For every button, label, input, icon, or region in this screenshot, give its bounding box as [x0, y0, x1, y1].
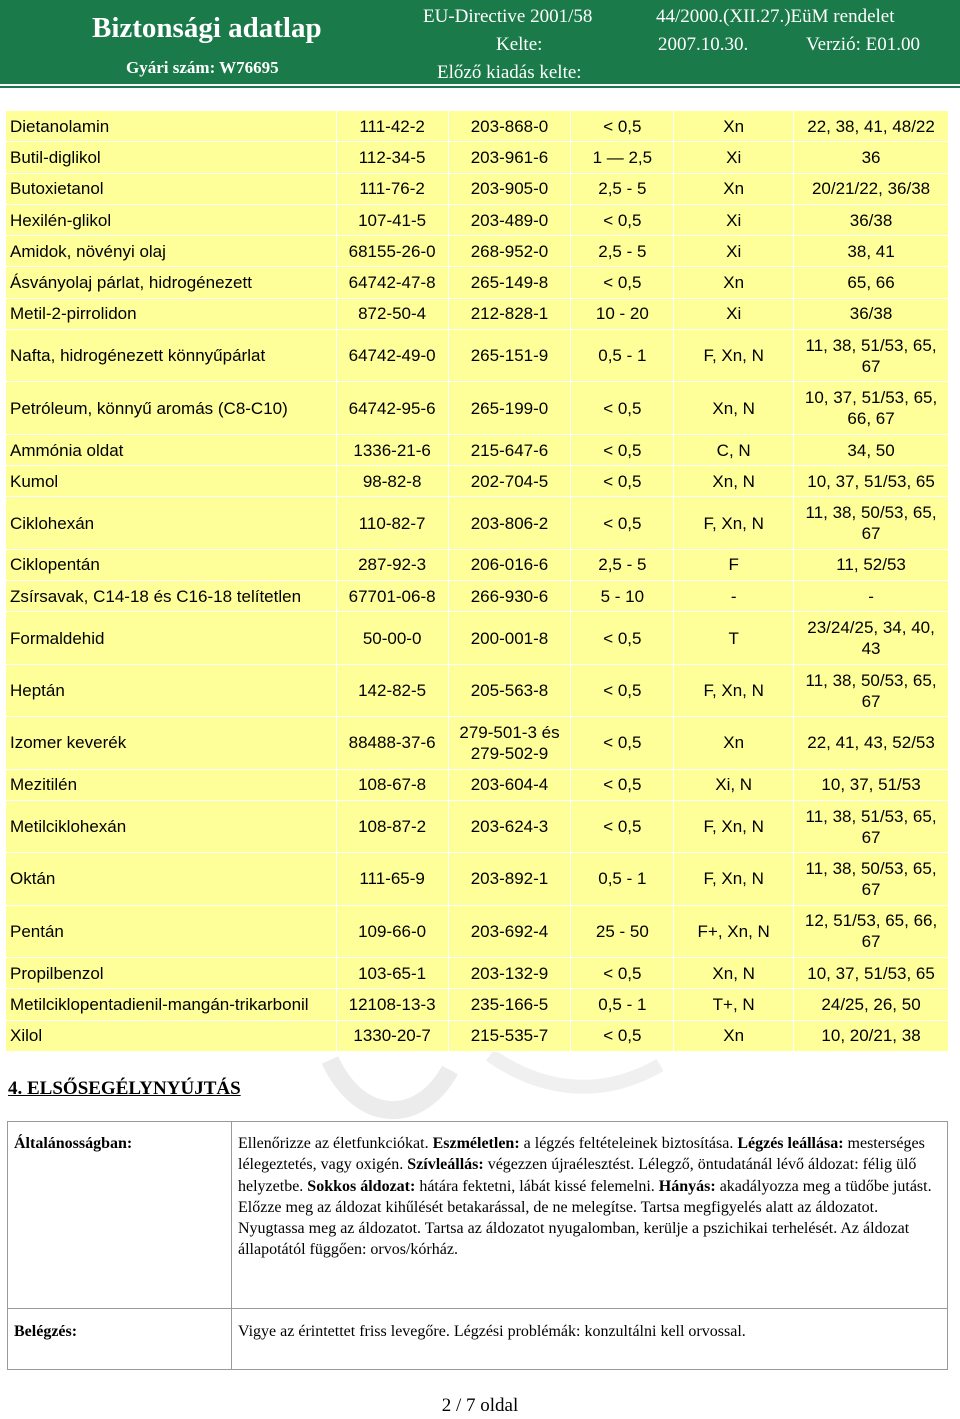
ec-number: 203-961-6 [448, 142, 571, 173]
concentration: < 0,5 [571, 382, 674, 434]
section-title-first-aid: 4. ELSŐSEGÉLYNYÚJTÁS [8, 1078, 241, 1099]
concentration: < 0,5 [571, 958, 674, 989]
date-value: 2007.10.30. [658, 34, 749, 55]
component-name: Ammónia oldat [6, 434, 337, 465]
cas-number: 64742-47-8 [336, 267, 448, 298]
r-phrases: 11, 38, 50/53, 65, 67 [794, 664, 949, 716]
r-phrases: 38, 41 [794, 236, 949, 267]
component-name: Amidok, növényi olaj [6, 236, 337, 267]
inhalation-instructions: Vigye az érintettet friss levegőre. Légzési problémák: konzultálni kell orvossal. [232, 1309, 948, 1370]
ec-number: 268-952-0 [448, 236, 571, 267]
table-row [6, 204, 949, 235]
ec-number: 203-806-2 [448, 497, 571, 549]
table-row [6, 800, 949, 852]
table-row [6, 142, 949, 173]
instruction-text: a légzés feltételeinek biztosítása. [519, 1135, 738, 1152]
ec-number: 215-647-6 [448, 434, 571, 465]
component-name: Formaldehid [6, 612, 337, 664]
cas-number: 111-42-2 [336, 111, 448, 142]
ec-number: 203-489-0 [448, 204, 571, 235]
table-row [6, 664, 949, 716]
table-row [6, 434, 949, 465]
component-name: Mezitilén [6, 769, 337, 800]
instruction-keyword: Hányás: [658, 1177, 716, 1195]
instruction-text: Ellenőrizze az életfunkciókat. [238, 1135, 433, 1152]
r-phrases: 10, 37, 51/53 [794, 769, 949, 800]
cas-number: 112-34-5 [336, 142, 448, 173]
table-row [6, 111, 949, 142]
ec-number: 203-624-3 [448, 800, 571, 852]
r-phrases: 10, 37, 51/53, 65 [794, 466, 949, 497]
cas-number: 64742-95-6 [336, 382, 448, 434]
component-name: Petróleum, könnyű aromás (C8-C10) [6, 382, 337, 434]
table-row [6, 989, 949, 1020]
instruction-text: mesterséges lélegeztetés, vagy oxigén. [238, 1135, 925, 1174]
ec-number: 266-930-6 [448, 581, 571, 612]
concentration: < 0,5 [571, 664, 674, 716]
component-name: Ciklopentán [6, 549, 337, 580]
concentration: < 0,5 [571, 111, 674, 142]
r-phrases: 11, 38, 50/53, 65, 67 [794, 853, 949, 905]
component-name: Hexilén-glikol [6, 204, 337, 235]
component-name: Propilbenzol [6, 958, 337, 989]
concentration: < 0,5 [571, 717, 674, 769]
cas-number: 88488-37-6 [336, 717, 448, 769]
table-row [6, 236, 949, 267]
component-name: Butil-diglikol [6, 142, 337, 173]
instruction-keyword: Légzés leállása: [737, 1135, 844, 1152]
instruction-text: végezzen újraélesztést. Lélegző, öntudatánál lévő áldozat: félig ülő helyzetbe. [238, 1156, 917, 1195]
table-row [6, 330, 949, 382]
ec-number: 203-604-4 [448, 769, 571, 800]
ec-number: 203-905-0 [448, 173, 571, 204]
table-row [6, 612, 949, 664]
concentration: < 0,5 [571, 1020, 674, 1051]
first-aid-row-inhalation [8, 1309, 948, 1370]
cas-number: 103-65-1 [336, 958, 448, 989]
table-row [6, 497, 949, 549]
components-table-body [6, 111, 949, 1052]
concentration: 25 - 50 [571, 905, 674, 957]
r-phrases: 22, 38, 41, 48/22 [794, 111, 949, 142]
ec-number: 235-166-5 [448, 989, 571, 1020]
serial-number: Gyári szám: W76695 [126, 58, 279, 77]
ec-number: 202-704-5 [448, 466, 571, 497]
component-name: Dietanolamin [6, 111, 337, 142]
hazard-symbol: F, Xn, N [674, 853, 794, 905]
cas-number: 872-50-4 [336, 298, 448, 329]
table-row [6, 853, 949, 905]
concentration: < 0,5 [571, 466, 674, 497]
concentration: 0,5 - 1 [571, 853, 674, 905]
hazard-symbol: Xn [674, 1020, 794, 1051]
hazard-symbol: Xn, N [674, 382, 794, 434]
hazard-symbol: Xn [674, 717, 794, 769]
component-name: Ciklohexán [6, 497, 337, 549]
concentration: < 0,5 [571, 204, 674, 235]
cas-number: 110-82-7 [336, 497, 448, 549]
concentration: < 0,5 [571, 267, 674, 298]
component-name: Xilol [6, 1020, 337, 1051]
r-phrases: 23/24/25, 34, 40, 43 [794, 612, 949, 664]
r-phrases: 22, 41, 43, 52/53 [794, 717, 949, 769]
hazard-symbol: Xn, N [674, 958, 794, 989]
instruction-keyword: Szívleállás: [407, 1156, 484, 1174]
component-name: Metilciklohexán [6, 800, 337, 852]
component-name: Kumol [6, 466, 337, 497]
table-row [6, 549, 949, 580]
cas-number: 1336-21-6 [336, 434, 448, 465]
concentration: 2,5 - 5 [571, 549, 674, 580]
component-name: Zsírsavak, C14-18 és C16-18 telítetlen [6, 581, 337, 612]
r-phrases: 20/21/22, 36/38 [794, 173, 949, 204]
concentration: < 0,5 [571, 612, 674, 664]
instruction-text: akadályozza meg a tüdőbe jutást. Előzze meg az áldozat kihűlését betakarással, de ne melegítse. Tartsa megfigyelés alatt az áldozatot. Nyugtassa meg az áldozatot. Tartsa az áldozatot nyugalomban, kerülje a pszichikai terhelését. Az áldozat állapotától függően: orvos/kórház. [238, 1177, 932, 1259]
table-row [6, 267, 949, 298]
cas-number: 108-87-2 [336, 800, 448, 852]
version-label: Verzió: E01.00 [806, 34, 920, 55]
concentration: 2,5 - 5 [571, 236, 674, 267]
cas-number: 12108-13-3 [336, 989, 448, 1020]
hazard-symbol: F, Xn, N [674, 664, 794, 716]
concentration: < 0,5 [571, 769, 674, 800]
r-phrases: 36 [794, 142, 949, 173]
ec-number: 215-535-7 [448, 1020, 571, 1051]
hazard-symbol: Xi [674, 236, 794, 267]
r-phrases: 11, 38, 51/53, 65, 67 [794, 800, 949, 852]
r-phrases: 12, 51/53, 65, 66, 67 [794, 905, 949, 957]
table-row [6, 173, 949, 204]
cas-number: 111-76-2 [336, 173, 448, 204]
date-label: Kelte: [496, 34, 543, 55]
ec-number: 212-828-1 [448, 298, 571, 329]
directive-ref: EU-Directive 2001/58 [423, 6, 593, 27]
cas-number: 67701-06-8 [336, 581, 448, 612]
component-name: Butoxietanol [6, 173, 337, 204]
hazard-symbol: Xi [674, 298, 794, 329]
concentration: 5 - 10 [571, 581, 674, 612]
r-phrases: 10, 37, 51/53, 65, 66, 67 [794, 382, 949, 434]
component-name: Pentán [6, 905, 337, 957]
first-aid-table [7, 1121, 948, 1370]
page-number: 2 / 7 oldal [441, 1395, 519, 1416]
component-name: Izomer keverék [6, 717, 337, 769]
hazard-symbol: Xn [674, 267, 794, 298]
r-phrases: - [794, 581, 949, 612]
cas-number: 109-66-0 [336, 905, 448, 957]
cas-number: 50-00-0 [336, 612, 448, 664]
cas-number: 68155-26-0 [336, 236, 448, 267]
component-name: Metilciklopentadienil-mangán-trikarbonil [6, 989, 337, 1020]
table-row [6, 958, 949, 989]
component-name: Oktán [6, 853, 337, 905]
hazard-symbol: F+, Xn, N [674, 905, 794, 957]
hazard-symbol: T+, N [674, 989, 794, 1020]
table-row [6, 905, 949, 957]
component-name: Nafta, hidrogénezett könnyűpárlat [6, 330, 337, 382]
cas-number: 98-82-8 [336, 466, 448, 497]
ec-number: 200-001-8 [448, 612, 571, 664]
instruction-keyword: Sokkos áldozat: [307, 1177, 416, 1195]
table-row [6, 298, 949, 329]
table-row [6, 717, 949, 769]
ec-number: 279-501-3 és 279-502-9 [448, 717, 571, 769]
hazard-symbol: - [674, 581, 794, 612]
table-row [6, 769, 949, 800]
ec-number: 203-892-1 [448, 853, 571, 905]
r-phrases: 11, 38, 50/53, 65, 67 [794, 497, 949, 549]
hazard-symbol: C, N [674, 434, 794, 465]
general-label: Általánosságban: [8, 1122, 232, 1309]
r-phrases: 24/25, 26, 50 [794, 989, 949, 1020]
ec-number: 203-132-9 [448, 958, 571, 989]
first-aid-row-general [8, 1122, 948, 1309]
ec-number: 206-016-6 [448, 549, 571, 580]
r-phrases: 10, 20/21, 38 [794, 1020, 949, 1051]
ec-number: 265-149-8 [448, 267, 571, 298]
r-phrases: 11, 52/53 [794, 549, 949, 580]
cas-number: 64742-49-0 [336, 330, 448, 382]
r-phrases: 36/38 [794, 204, 949, 235]
r-phrases: 10, 37, 51/53, 65 [794, 958, 949, 989]
instruction-text: hátára fektetni, lábát kissé felemelni. [415, 1177, 659, 1195]
table-row [6, 1020, 949, 1051]
hazard-symbol: Xn [674, 111, 794, 142]
components-table [5, 110, 949, 1052]
ec-number: 265-199-0 [448, 382, 571, 434]
hazard-symbol: F, Xn, N [674, 800, 794, 852]
concentration: 2,5 - 5 [571, 173, 674, 204]
concentration: < 0,5 [571, 434, 674, 465]
concentration: 1 — 2,5 [571, 142, 674, 173]
component-name: Heptán [6, 664, 337, 716]
table-row [6, 581, 949, 612]
r-phrases: 34, 50 [794, 434, 949, 465]
concentration: < 0,5 [571, 497, 674, 549]
hazard-symbol: Xi [674, 142, 794, 173]
general-instructions [232, 1122, 948, 1309]
ec-number: 203-692-4 [448, 905, 571, 957]
hazard-symbol: Xn [674, 173, 794, 204]
cas-number: 1330-20-7 [336, 1020, 448, 1051]
header-divider [0, 84, 960, 86]
hazard-symbol: T [674, 612, 794, 664]
decree-ref: 44/2000.(XII.27.)EüM rendelet [656, 6, 895, 27]
r-phrases: 11, 38, 51/53, 65, 67 [794, 330, 949, 382]
component-name: Ásványolaj párlat, hidrogénezett [6, 267, 337, 298]
ec-number: 265-151-9 [448, 330, 571, 382]
hazard-symbol: Xn, N [674, 466, 794, 497]
document-title: Biztonsági adatlap [92, 12, 322, 44]
previous-edition-label: Előző kiadás kelte: [437, 62, 582, 83]
cas-number: 111-65-9 [336, 853, 448, 905]
ec-number: 205-563-8 [448, 664, 571, 716]
hazard-symbol: F, Xn, N [674, 330, 794, 382]
ec-number: 203-868-0 [448, 111, 571, 142]
concentration: 10 - 20 [571, 298, 674, 329]
concentration: < 0,5 [571, 800, 674, 852]
hazard-symbol: Xi [674, 204, 794, 235]
cas-number: 108-67-8 [336, 769, 448, 800]
cas-number: 142-82-5 [336, 664, 448, 716]
table-row [6, 382, 949, 434]
component-name: Metil-2-pirrolidon [6, 298, 337, 329]
instruction-keyword: Eszméletlen: [432, 1135, 520, 1152]
concentration: 0,5 - 1 [571, 330, 674, 382]
cas-number: 107-41-5 [336, 204, 448, 235]
cas-number: 287-92-3 [336, 549, 448, 580]
concentration: 0,5 - 1 [571, 989, 674, 1020]
hazard-symbol: Xi, N [674, 769, 794, 800]
table-row [6, 466, 949, 497]
inhalation-label: Belégzés: [8, 1309, 232, 1370]
r-phrases: 65, 66 [794, 267, 949, 298]
hazard-symbol: F [674, 549, 794, 580]
hazard-symbol: F, Xn, N [674, 497, 794, 549]
r-phrases: 36/38 [794, 298, 949, 329]
document-header [0, 0, 960, 88]
